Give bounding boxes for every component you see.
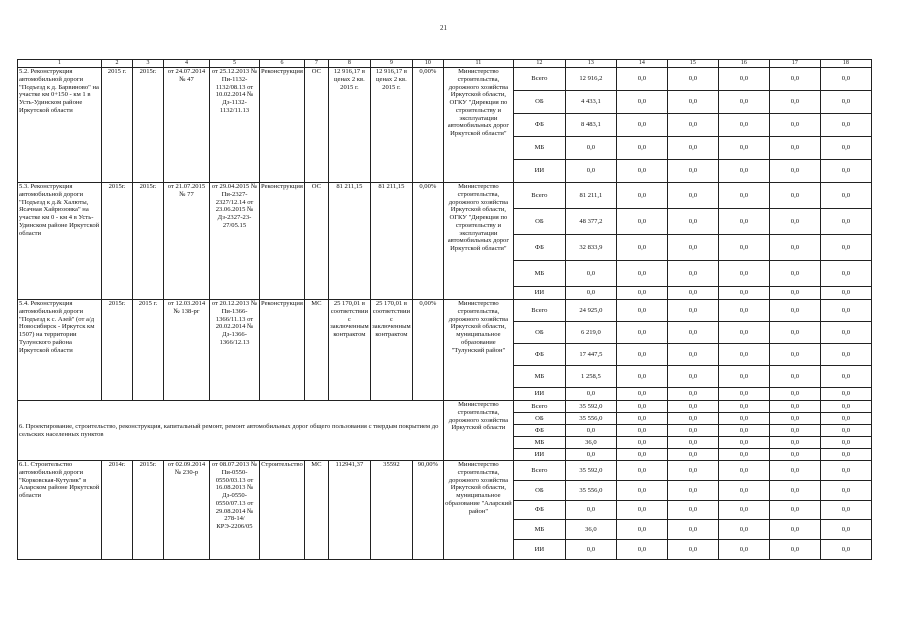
decision-ref: от 24.07.2014 № 47 (164, 68, 210, 183)
funding-value: 0,0 (616, 413, 667, 425)
column-number: 12 (513, 60, 565, 68)
funding-value: 0,0 (820, 235, 871, 261)
funding-value: 0,0 (667, 425, 718, 437)
funding-value: 0,0 (769, 235, 820, 261)
funding-source: МБ (513, 261, 565, 287)
funding-value: 0,0 (667, 287, 718, 300)
funding-value: 0,0 (718, 68, 769, 91)
funding-value: 0,0 (667, 261, 718, 287)
funding-value: 0,0 (769, 300, 820, 322)
funding-value: 0,0 (667, 322, 718, 344)
funding-value: 0,0 (769, 261, 820, 287)
funding-value: 32 833,9 (565, 235, 616, 261)
funding-value: 0,0 (820, 461, 871, 481)
funding-source: ИИ (513, 388, 565, 401)
funding-value: 0,0 (718, 209, 769, 235)
funding-source: ФБ (513, 425, 565, 437)
responsible-executor: Министерство строительства, дорожного хозяйства Иркутской области (443, 401, 513, 461)
estimated-cost: 25 170,01 в соответствии с заключенным контрактом (328, 300, 370, 401)
funding-value: 0,0 (769, 501, 820, 520)
ownership-type: МС (304, 300, 328, 401)
funding-value: 0,0 (820, 413, 871, 425)
table-row (18, 401, 872, 413)
funding-value: 0,0 (565, 160, 616, 183)
funding-value: 0,0 (616, 388, 667, 401)
funding-value: 0,0 (769, 413, 820, 425)
funding-value: 0,0 (616, 261, 667, 287)
funding-value: 0,0 (718, 300, 769, 322)
section-title: 6. Проектирование, строительство, реконструкция, капитальный ремонт, ремонт автомобильных дорог общего пользования с твердым покрытием до сельских населенных пунктов (18, 401, 444, 461)
column-number: 8 (328, 60, 370, 68)
funding-value: 24 925,0 (565, 300, 616, 322)
funding-value: 0,0 (769, 401, 820, 413)
funding-value: 0,0 (616, 401, 667, 413)
column-number: 9 (370, 60, 412, 68)
funding-source: ФБ (513, 235, 565, 261)
funding-value: 0,0 (667, 461, 718, 481)
decision-ref: от 12.03.2014 № 138-рг (164, 300, 210, 401)
funding-value: 0,0 (667, 449, 718, 461)
funding-value: 0,0 (565, 425, 616, 437)
funding-value: 0,0 (820, 344, 871, 366)
funding-value: 0,0 (718, 413, 769, 425)
funding-value: 8 483,1 (565, 114, 616, 137)
funding-source: ФБ (513, 344, 565, 366)
funding-source: Всего (513, 401, 565, 413)
funding-source: Всего (513, 68, 565, 91)
funding-value: 0,0 (667, 344, 718, 366)
funding-value: 0,0 (616, 91, 667, 114)
funding-value: 0,0 (718, 344, 769, 366)
funding-value: 0,0 (718, 235, 769, 261)
funding-value: 0,0 (616, 183, 667, 209)
funding-value: 0,0 (565, 540, 616, 560)
object-name: 6.1. Строительство автомобильной дороги "Корковская-Кутулик" в Аларском районе Иркутской области (18, 461, 102, 560)
funding-value: 0,0 (616, 300, 667, 322)
funding-source: ИИ (513, 160, 565, 183)
funding-source: ИИ (513, 540, 565, 560)
funding-value: 0,0 (616, 137, 667, 160)
funding-value: 36,0 (565, 520, 616, 540)
funding-value: 0,0 (667, 91, 718, 114)
funding-value: 0,0 (769, 68, 820, 91)
funding-value: 0,0 (769, 287, 820, 300)
funding-value: 0,0 (820, 300, 871, 322)
funding-source: Всего (513, 183, 565, 209)
column-number: 7 (304, 60, 328, 68)
funding-value: 6 219,0 (565, 322, 616, 344)
funding-value: 0,0 (718, 501, 769, 520)
program-table (17, 59, 872, 560)
funding-source: Всего (513, 461, 565, 481)
funding-value: 0,0 (769, 322, 820, 344)
funding-value: 1 258,5 (565, 366, 616, 388)
column-number: 14 (616, 60, 667, 68)
funding-value: 0,0 (769, 481, 820, 501)
funding-value: 0,0 (718, 540, 769, 560)
work-type: Строительство (260, 461, 305, 560)
expertise-ref: от 08.07.2013 № Пи-0550-0550/03.13 от 16.08.2013 № Дз-0550-0550/07.13 от 29.08.2014 № 278-14/КРЭ-2206/05 (210, 461, 260, 560)
expertise-ref: от 29.04.2015 № Пи-2327-2327/12.14 от 23.06.2015 № Дз-2327-23-27/05.15 (210, 183, 260, 300)
funding-value: 0,0 (820, 366, 871, 388)
expertise-ref: от 20.12.2013 № Пи-1366-1366/11.13 от 20.02.2014 № Дз-1366-1366/12.13 (210, 300, 260, 401)
column-number: 4 (164, 60, 210, 68)
funding-value: 0,0 (820, 322, 871, 344)
funding-value: 0,0 (820, 91, 871, 114)
funding-value: 0,0 (718, 160, 769, 183)
funding-value: 0,0 (616, 449, 667, 461)
end-year: 2015г. (133, 68, 164, 183)
funding-value: 0,0 (718, 261, 769, 287)
readiness-percent: 0,00% (412, 300, 443, 401)
funding-value: 0,0 (667, 437, 718, 449)
funding-source: МБ (513, 137, 565, 160)
column-number: 2 (102, 60, 133, 68)
funding-source: ИИ (513, 449, 565, 461)
funding-value: 0,0 (616, 425, 667, 437)
funding-value: 0,0 (769, 437, 820, 449)
funding-value: 0,0 (616, 114, 667, 137)
responsible-executor: Министерство строительства, дорожного хозяйства Иркутской области, муниципальное образование "Тулунский район" (443, 300, 513, 401)
funding-value: 0,0 (769, 160, 820, 183)
funding-value: 0,0 (667, 235, 718, 261)
funding-value: 81 211,1 (565, 183, 616, 209)
funding-value: 0,0 (667, 68, 718, 91)
funding-value: 0,0 (718, 322, 769, 344)
column-number: 5 (210, 60, 260, 68)
estimated-cost: 81 211,15 (328, 183, 370, 300)
funding-value: 0,0 (769, 449, 820, 461)
funding-value: 0,0 (667, 481, 718, 501)
funding-source: МБ (513, 366, 565, 388)
funding-value: 0,0 (769, 540, 820, 560)
funding-value: 0,0 (718, 425, 769, 437)
funding-value: 0,0 (820, 501, 871, 520)
funding-value: 0,0 (565, 449, 616, 461)
work-type: Реконструкция (260, 68, 305, 183)
funding-value: 0,0 (769, 114, 820, 137)
expertise-ref: от 25.12.2013 № Пи-1132-1132/08.13 от 10.02.2014 № Дз-1132-1132/11.13 (210, 68, 260, 183)
work-type: Реконструкция (260, 300, 305, 401)
start-year: 2014г. (102, 461, 133, 560)
funding-value: 17 447,5 (565, 344, 616, 366)
funding-value: 0,0 (718, 114, 769, 137)
end-year: 2015г. (133, 183, 164, 300)
funding-value: 0,0 (820, 183, 871, 209)
funding-value: 0,0 (667, 209, 718, 235)
funding-value: 0,0 (667, 413, 718, 425)
funding-value: 0,0 (616, 501, 667, 520)
funding-value: 0,0 (769, 137, 820, 160)
funding-value: 0,0 (769, 388, 820, 401)
estimated-cost: 12 916,17 в ценах 2 кв. 2015 г. (328, 68, 370, 183)
funding-value: 0,0 (616, 481, 667, 501)
funding-value: 0,0 (820, 114, 871, 137)
funding-value: 0,0 (769, 209, 820, 235)
column-number: 10 (412, 60, 443, 68)
funding-value: 0,0 (616, 287, 667, 300)
column-number: 18 (820, 60, 871, 68)
object-name: 5.4. Реконструкция автомобильной дороги "Подъезд к с. Азей" (от а/д Новосибирск - Иркутск км 1507) на территории Тулунского района Иркутской области (18, 300, 102, 401)
contract-cost: 35592 (370, 461, 412, 560)
funding-value: 0,0 (616, 461, 667, 481)
funding-value: 0,0 (820, 388, 871, 401)
readiness-percent: 90,00% (412, 461, 443, 560)
start-year: 2015г. (102, 183, 133, 300)
funding-value: 0,0 (820, 261, 871, 287)
start-year: 2015г. (102, 300, 133, 401)
funding-value: 35 592,0 (565, 461, 616, 481)
funding-value: 0,0 (820, 287, 871, 300)
funding-value: 0,0 (565, 287, 616, 300)
column-number: 13 (565, 60, 616, 68)
funding-value: 0,0 (769, 344, 820, 366)
funding-value: 0,0 (718, 183, 769, 209)
funding-value: 35 556,0 (565, 481, 616, 501)
funding-source: ОБ (513, 209, 565, 235)
funding-value: 0,0 (820, 137, 871, 160)
column-number: 3 (133, 60, 164, 68)
ownership-type: ОС (304, 183, 328, 300)
funding-value: 0,0 (718, 137, 769, 160)
funding-value: 0,0 (769, 183, 820, 209)
readiness-percent: 0,00% (412, 183, 443, 300)
funding-value: 0,0 (718, 388, 769, 401)
funding-value: 0,0 (667, 401, 718, 413)
funding-value: 0,0 (616, 520, 667, 540)
funding-value: 0,0 (667, 520, 718, 540)
funding-value: 12 916,2 (565, 68, 616, 91)
funding-source: ОБ (513, 413, 565, 425)
funding-value: 0,0 (667, 501, 718, 520)
funding-value: 0,0 (667, 540, 718, 560)
funding-value: 35 556,0 (565, 413, 616, 425)
funding-value: 0,0 (565, 501, 616, 520)
funding-value: 0,0 (820, 68, 871, 91)
funding-value: 0,0 (565, 137, 616, 160)
work-type: Реконструкция (260, 183, 305, 300)
funding-value: 0,0 (820, 209, 871, 235)
funding-value: 0,0 (667, 137, 718, 160)
funding-value: 0,0 (667, 366, 718, 388)
funding-source: ФБ (513, 501, 565, 520)
funding-value: 0,0 (820, 401, 871, 413)
funding-value: 0,0 (769, 520, 820, 540)
funding-value: 0,0 (718, 366, 769, 388)
responsible-executor: Министерство строительства, дорожного хозяйства Иркутской области, ОГКУ "Дирекция по строительству и эксплуатации автомобильных дорог Иркутской области" (443, 68, 513, 183)
funding-value: 0,0 (769, 461, 820, 481)
contract-cost: 12 916,17 в ценах 2 кв. 2015 г. (370, 68, 412, 183)
funding-value: 0,0 (616, 209, 667, 235)
object-name: 5.2. Реконструкция автомобильной дороги "Подъезд к д. Барвиново" на участке км 0+150 - км 1 в Усть-Удинском районе Иркутской области (18, 68, 102, 183)
responsible-executor: Министерство строительства, дорожного хозяйства Иркутской области, муниципальное образование "Аларский район" (443, 461, 513, 560)
funding-value: 0,0 (667, 388, 718, 401)
funding-value: 0,0 (718, 461, 769, 481)
funding-value: 0,0 (769, 425, 820, 437)
funding-value: 0,0 (667, 160, 718, 183)
funding-value: 0,0 (667, 300, 718, 322)
ownership-type: ОС (304, 68, 328, 183)
table-row (18, 68, 872, 91)
funding-source: ИИ (513, 287, 565, 300)
funding-value: 0,0 (820, 425, 871, 437)
funding-source: ФБ (513, 114, 565, 137)
table-row (18, 461, 872, 481)
funding-value: 0,0 (769, 91, 820, 114)
funding-value: 0,0 (718, 520, 769, 540)
funding-value: 0,0 (616, 160, 667, 183)
decision-ref: от 21.07.2015 № 77 (164, 183, 210, 300)
column-number: 6 (260, 60, 305, 68)
column-number: 11 (443, 60, 513, 68)
end-year: 2015 г. (133, 300, 164, 401)
funding-source: ОБ (513, 91, 565, 114)
column-number-row (18, 60, 872, 68)
end-year: 2015г. (133, 461, 164, 560)
funding-value: 0,0 (718, 401, 769, 413)
funding-value: 0,0 (667, 183, 718, 209)
decision-ref: от 02.09.2014 № 230-р (164, 461, 210, 560)
funding-value: 0,0 (565, 261, 616, 287)
responsible-executor: Министерство строительства, дорожного хозяйства Иркутской области, ОГКУ "Дирекция по строительству и эксплуатации автомобильных дорог Иркутской области" (443, 183, 513, 300)
funding-value: 0,0 (616, 366, 667, 388)
page-number: 21 (440, 24, 447, 32)
funding-value: 0,0 (616, 235, 667, 261)
funding-value: 0,0 (820, 437, 871, 449)
funding-source: Всего (513, 300, 565, 322)
funding-value: 0,0 (718, 91, 769, 114)
funding-value: 0,0 (616, 540, 667, 560)
column-number: 17 (769, 60, 820, 68)
funding-value: 0,0 (565, 388, 616, 401)
table-row (18, 183, 872, 209)
estimated-cost: 112941,37 (328, 461, 370, 560)
funding-value: 4 433,1 (565, 91, 616, 114)
funding-value: 0,0 (616, 344, 667, 366)
table-row (18, 300, 872, 322)
funding-source: ОБ (513, 322, 565, 344)
funding-value: 0,0 (769, 366, 820, 388)
funding-value: 0,0 (718, 437, 769, 449)
funding-value: 35 592,0 (565, 401, 616, 413)
funding-source: МБ (513, 437, 565, 449)
funding-value: 0,0 (820, 540, 871, 560)
object-name: 5.3. Реконструкция автомобильной дороги "Подъезд к д.& Халюты, Ясачная Хайрюзовка" на участке км 0 - км 4 в Усть-Удинском районе Иркутской области (18, 183, 102, 300)
funding-value: 0,0 (616, 437, 667, 449)
funding-value: 0,0 (718, 449, 769, 461)
funding-value: 36,0 (565, 437, 616, 449)
funding-value: 0,0 (616, 322, 667, 344)
funding-value: 0,0 (718, 481, 769, 501)
contract-cost: 25 170,01 в соответствии с заключенным контрактом (370, 300, 412, 401)
funding-value: 0,0 (718, 287, 769, 300)
start-year: 2015 г. (102, 68, 133, 183)
funding-value: 48 377,2 (565, 209, 616, 235)
funding-value: 0,0 (667, 114, 718, 137)
column-number: 16 (718, 60, 769, 68)
column-number: 1 (18, 60, 102, 68)
column-number: 15 (667, 60, 718, 68)
funding-value: 0,0 (820, 481, 871, 501)
contract-cost: 81 211,15 (370, 183, 412, 300)
funding-value: 0,0 (820, 160, 871, 183)
funding-value: 0,0 (820, 520, 871, 540)
funding-value: 0,0 (820, 449, 871, 461)
ownership-type: МС (304, 461, 328, 560)
funding-value: 0,0 (616, 68, 667, 91)
funding-source: МБ (513, 520, 565, 540)
readiness-percent: 0,00% (412, 68, 443, 183)
funding-source: ОБ (513, 481, 565, 501)
